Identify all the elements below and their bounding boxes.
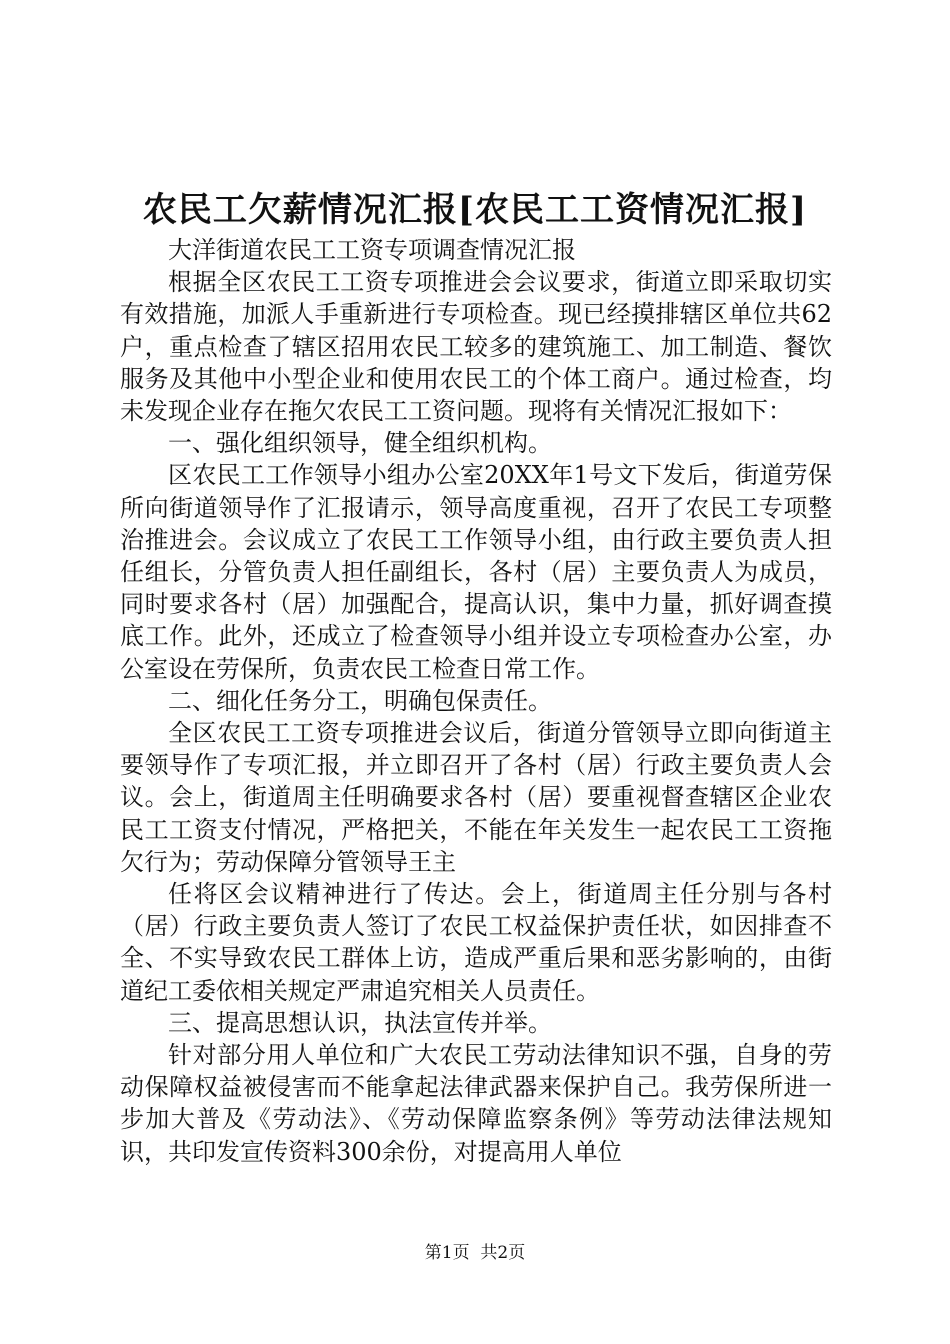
section-heading-2: 二、细化任务分工，明确包保责任。 bbox=[168, 686, 552, 715]
paragraph-intro: 根据全区农民工工资专项推进会会议要求，街道立即采取切实有效措施，加派人手重新进行专项检查。现已经摸排辖区单位共62户，重点检查了辖区招用农民工较多的建筑施工、加工制造、餐饮服务及其他中小型企业和使用农民工的个体工商户。通过检查，均未发现企业存在拖欠农民工工资问题。现将有关情况汇报如下： bbox=[120, 268, 832, 426]
paragraph-section-3: 针对部分用人单位和广大农民工劳动法律知识不强，自身的劳动保障权益被侵害而不能拿起法律武器来保护自己。我劳保所进一步加大普及《劳动法》、《劳动保障监察条例》等劳动法律法规知识，共印发宣传资料300余份，对提高用人单位 bbox=[120, 1041, 832, 1166]
page-number: 第1页 共2页 bbox=[424, 1243, 526, 1263]
paragraph-section-2a: 全区农民工工资专项推进会议后，街道分管领导立即向街道主要领导作了专项汇报，并立即召开了各村（居）行政主要负责人会议。会上，街道周主任明确要求各村（居）要重视督查辖区企业农民工工资支付情况，严格把关，不能在年关发生一起农民工工资拖欠行为；劳动保障分管领导王主 bbox=[120, 719, 832, 876]
paragraph-section-2b: 任将区会议精神进行了传达。会上，街道周主任分别与各村（居）行政主要负责人签订了农民工权益保护责任状，如因排查不全、不实导致农民工群体上访，造成严重后果和恶劣影响的，由街道纪工委依相关规定严肃追究相关人员责任。 bbox=[120, 880, 832, 1005]
document-subtitle: 大洋街道农民工工资专项调查情况汇报 bbox=[168, 236, 576, 264]
document-body bbox=[120, 234, 832, 1168]
section-heading-1: 一、强化组织领导，健全组织机构。 bbox=[168, 429, 552, 458]
document-title: 农民工欠薪情况汇报[农民工工资情况汇报] bbox=[142, 190, 808, 230]
page-footer bbox=[0, 1241, 950, 1265]
paragraph-section-1: 区农民工工作领导小组办公室20XX年1号文下发后，街道劳保所向街道领导作了汇报请示，领导高度重视，召开了农民工专项整治推进会。会议成立了农民工工作领导小组，由行政主要负责人担任组长，分管负责人担任副组长，各村（居）主要负责人为成员，同时要求各村（居）加强配合，提高认识，集中力量，抓好调查摸底工作。此外，还成立了检查领导小组并设立专项检查办公室，办公室设在劳保所，负责农民工检查日常工作。 bbox=[120, 461, 832, 683]
section-heading-3: 三、提高思想认识，执法宣传并举。 bbox=[168, 1008, 552, 1037]
